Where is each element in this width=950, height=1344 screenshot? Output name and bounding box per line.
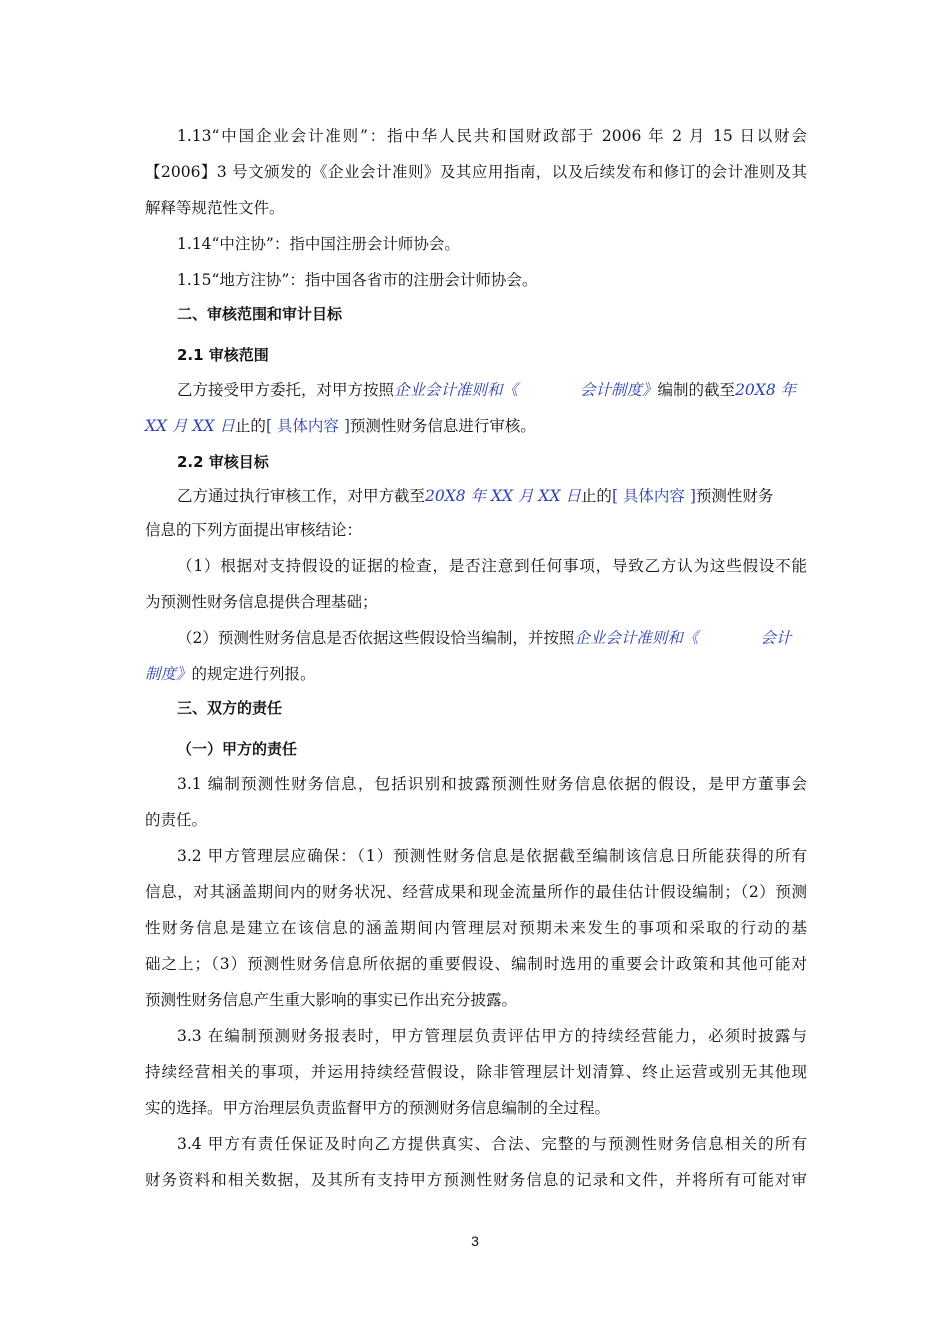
para-2-2-line-1 bbox=[177, 486, 807, 506]
para-1-13-line-3: 解释等规范性文件。 bbox=[145, 199, 285, 217]
para-2-1-line-1 bbox=[177, 380, 807, 400]
item-1-line-2: 为预测性财务信息提供合理基础； bbox=[145, 593, 378, 611]
page-number: 3 bbox=[471, 1233, 479, 1249]
para-3-2-line-1: 3.2 甲方管理层应确保：（1）预测性财务信息是依据截至编制该信息日所能获得的所有 bbox=[177, 847, 807, 865]
para-3-1-line-1: 3.1 编制预测性财务信息，包括识别和披露预测性财务信息依据的假设，是甲方董事会 bbox=[177, 775, 807, 793]
placeholder-system: 会计制度》 bbox=[580, 381, 658, 399]
subheading-2-1: 2.1 审核范围 bbox=[177, 346, 269, 364]
text: 止的 bbox=[580, 487, 612, 505]
subheading-2-2: 2.2 审核目标 bbox=[177, 453, 269, 471]
section-heading-2: 二、审核范围和审计目标 bbox=[177, 305, 343, 323]
text: 乙方通过执行审核工作，对甲方截至 bbox=[177, 487, 426, 505]
placeholder-date: 20X8 年 XX 月 XX 日 bbox=[425, 487, 581, 505]
para-3-1-line-2: 的责任。 bbox=[145, 811, 208, 829]
text: 预测性财务 bbox=[695, 487, 774, 505]
text: 预测性财务信息进行审核。 bbox=[349, 417, 536, 435]
placeholder-content: [ 具体内容 ] bbox=[265, 417, 350, 435]
text: 的规定进行列报。 bbox=[191, 665, 316, 683]
placeholder-standard: 企业会计准则和《 bbox=[574, 629, 699, 647]
para-3-2-line-5: 预测性财务信息产生重大影响的事实已作出充分披露。 bbox=[145, 991, 518, 1009]
para-2-1-line-2 bbox=[145, 416, 807, 436]
item-2-line-2 bbox=[145, 664, 807, 684]
text: 乙方接受甲方委托，对甲方按照 bbox=[177, 381, 395, 399]
placeholder-system: 制度》 bbox=[145, 665, 192, 683]
para-3-2-line-4: 础之上；（3）预测性财务信息所依据的重要假设、编制时选用的重要会计政策和其他可能对 bbox=[145, 955, 807, 973]
para-1-15: 1.15“地方注协”：指中国各省市的注册会计师协会。 bbox=[177, 271, 538, 289]
para-3-3-line-2: 持续经营相关的事项，并运用持续经营假设，除非管理层计划清算、终止运营或别无其他现 bbox=[145, 1063, 807, 1081]
para-2-2-line-2: 信息的下列方面提出审核结论： bbox=[145, 521, 363, 539]
para-3-2-line-3: 性财务信息是建立在该信息的涵盖期间内管理层对预期未来发生的事项和采取的行动的基 bbox=[145, 919, 807, 937]
placeholder-date: XX 月 XX 日 bbox=[145, 417, 235, 435]
para-1-13-line-2: 【2006】3 号文颁发的《企业会计准则》及其应用指南，以及后续发布和修订的会计准则及其 bbox=[145, 163, 807, 181]
para-3-3-line-1: 3.3 在编制预测财务报表时，甲方管理层负责评估甲方的持续经营能力，必须时披露与 bbox=[177, 1027, 807, 1045]
item-1-line-1: （1）根据对支持假设的证据的检查，是否注意到任何事项，导致乙方认为这些假设不能 bbox=[177, 557, 807, 575]
item-2-line-1 bbox=[177, 628, 807, 648]
text: （2）预测性财务信息是否依据这些假设恰当编制，并按照 bbox=[177, 629, 575, 647]
text: 止的 bbox=[234, 417, 266, 435]
text: 编制的截至 bbox=[657, 381, 736, 399]
para-3-3-line-3: 实的选择。甲方治理层负责监督甲方的预测财务信息编制的全过程。 bbox=[145, 1099, 611, 1117]
para-1-14: 1.14“中注协”：指中国注册会计师协会。 bbox=[177, 235, 460, 253]
subheading-party-a: （一）甲方的责任 bbox=[177, 740, 298, 758]
placeholder-system: 会计 bbox=[760, 629, 792, 647]
placeholder-content: [ 具体内容 ] bbox=[611, 487, 696, 505]
section-heading-3: 三、双方的责任 bbox=[177, 699, 283, 717]
placeholder-standard: 企业会计准则和《 bbox=[394, 381, 519, 399]
para-3-4-line-1: 3.4 甲方有责任保证及时向乙方提供真实、合法、完整的与预测性财务信息相关的所有 bbox=[177, 1135, 807, 1153]
para-3-2-line-2: 信息，对其涵盖期间内的财务状况、经营成果和现金流量所作的最佳估计假设编制；（2）预测 bbox=[145, 883, 807, 901]
para-1-13-line-1: 1.13“中国企业会计准则”：指中华人民共和国财政部于 2006 年 2 月 15 日以财会 bbox=[177, 127, 807, 145]
placeholder-date: 20X8 年 bbox=[735, 381, 797, 399]
para-3-4-line-2: 财务资料和相关数据，及其所有支持甲方预测性财务信息的记录和文件，并将所有可能对审 bbox=[145, 1171, 807, 1189]
